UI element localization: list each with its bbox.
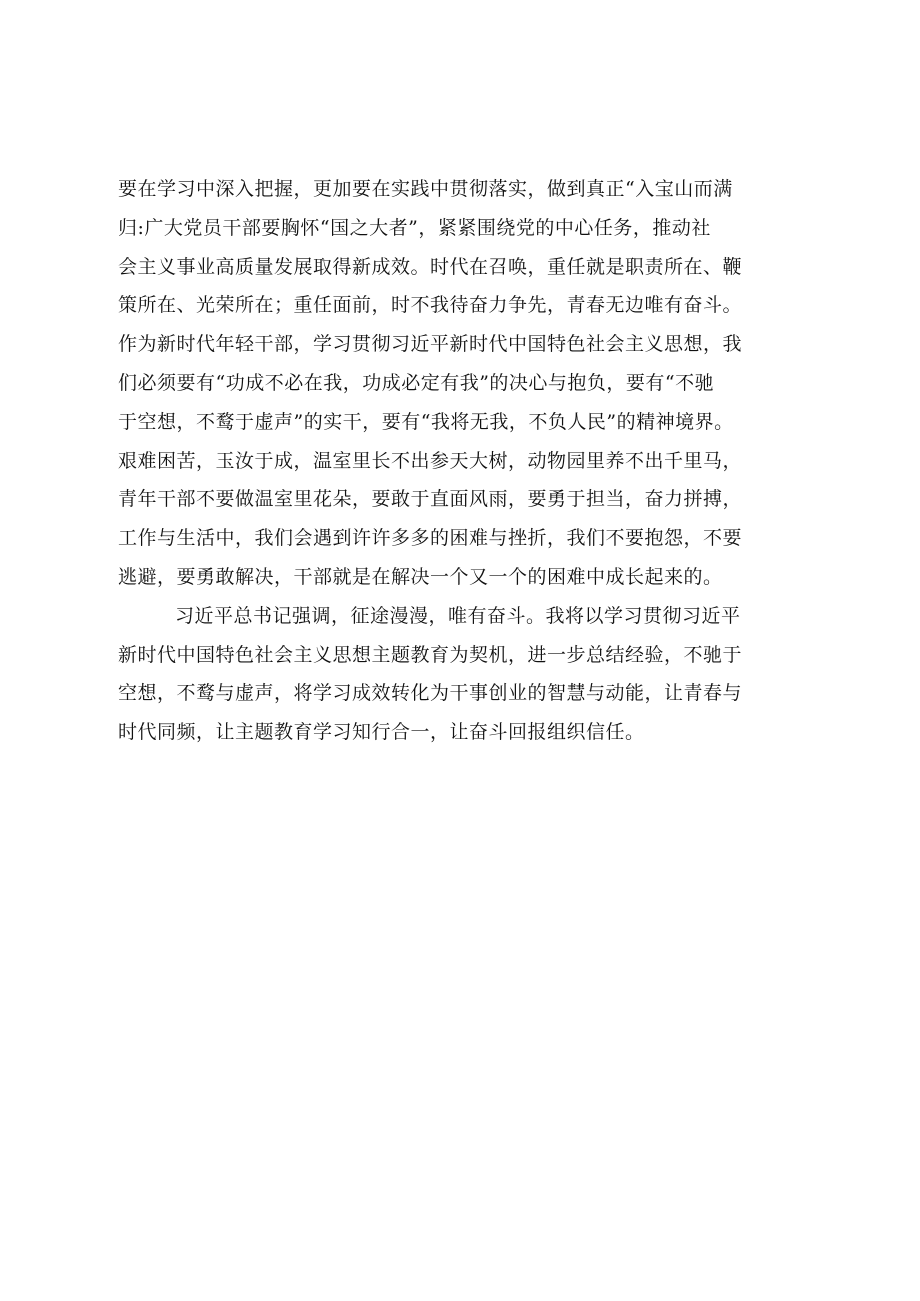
text-line: 新时代中国特色社会主义思想主题教育为契机，进一步总结经验，不驰于 xyxy=(118,643,743,666)
text-line: 于空想，不鹜于虚声”的实干，要有“我将无我，不负人民”的精神境界。 xyxy=(118,410,734,433)
text-line: 艰难困苦，玉汝于成，温室里长不出参天大树，动物园里养不出千里马， xyxy=(118,449,743,472)
text-line: 空想，不鹜与虚声，将学习成效转化为干事创业的智慧与动能，让青春与 xyxy=(118,682,743,705)
text-line: 归:广大党员干部要胸怀“国之大者”，紧紧围绕党的中心任务，推动社 xyxy=(118,216,711,239)
paragraph xyxy=(118,597,818,752)
paragraph xyxy=(118,170,818,597)
text-line: 逃避，要勇敢解决，干部就是在解决一个又一个的困难中成长起来的。 xyxy=(118,565,723,588)
text-line: 工作与生活中，我们会遇到许许多多的困难与挫折，我们不要抱怨，不要 xyxy=(118,527,743,550)
text-line: 会主义事业高质量发展取得新成效。时代在召唤，重任就是职责所在、鞭 xyxy=(118,255,743,278)
text-line: 作为新时代年轻干部，学习贯彻习近平新时代中国特色社会主义思想，我 xyxy=(118,333,743,356)
text-line: 习近平总书记强调，征途漫漫，唯有奋斗。我将以学习贯彻习近平 xyxy=(175,604,741,627)
text-line: 要在学习中深入把握，更加要在实践中贯彻落实，做到真正“入宝山而满 xyxy=(118,178,733,200)
document-body xyxy=(118,170,818,752)
text-line: 们必须要有“功成不必在我，功成必定有我”的决心与抱负，要有“不驰 xyxy=(118,371,715,394)
text-line: 青年干部不要做温室里花朵，要敢于直面风雨，要勇于担当，奋力拼搏， xyxy=(118,488,743,511)
text-line: 时代同频，让主题教育学习知行合一，让奋斗回报组织信任。 xyxy=(118,721,645,744)
text-line: 策所在、光荣所在；重任面前，时不我待奋力争先，青春无边唯有奋斗。 xyxy=(118,294,743,317)
